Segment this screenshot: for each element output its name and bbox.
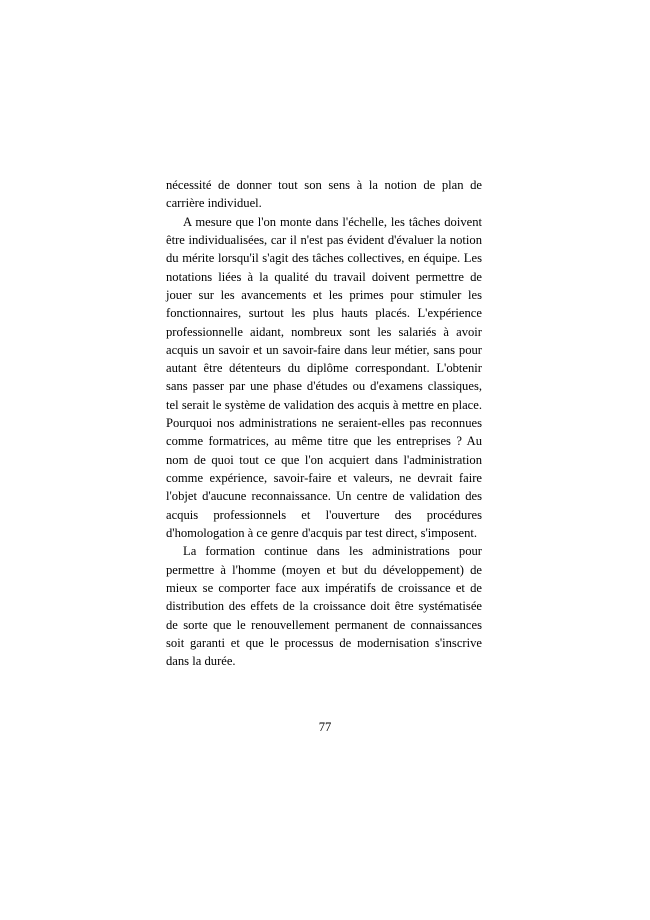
paragraph-continuation: nécessité de donner tout son sens à la notion de plan de carrière individuel.: [166, 178, 482, 211]
page-number: 77: [318, 720, 332, 734]
paragraph-individualisation: A mesure que l'on monte dans l'échelle, les tâches doivent être individualisées, car il n'est pas évident d'évaluer la notion du mérite lorsqu'il s'agit des tâches collectives, en équipe. Les notations liées à la qualité du travail doivent permettre de jouer sur les avancements et les primes pour stimuler les fonctionnaires, surtout les plus hauts placés. L'expérience professionnelle aidant, nombreux sont les salariés à avoir acquis un savoir et un savoir-faire dans leur métier, sans pour autant être détenteurs du diplôme correspondant. L'obtenir sans passer par une phase d'études ou d'examens classiques, tel serait le système de validation des acquis à mettre en place. Pourquoi nos administrations ne seraient-elles pas reconnues comme formatrices, au même titre que les entreprises ? Au nom de quoi tout ce que l'on acquiert dans l'administration comme expérience, savoir-faire et valeurs, ne devrait faire l'objet d'aucune reconnaissance. Un centre de validation des acquis professionnels et l'ouverture des procédures d'homologation à ce genre d'acquis par test direct, s'imposent.: [166, 214, 482, 540]
page-text-body: [166, 176, 482, 670]
paragraph-formation-continue: La formation continue dans les administrations pour permettre à l'homme (moyen et but du développement) de mieux se comporter face aux impératifs de croissance et de distribution des effets de la croissance doit être systématisée de sorte que le renouvellement permanent de connaissances soit garanti et que le processus de modernisation s'inscrive dans la durée.: [166, 544, 482, 669]
